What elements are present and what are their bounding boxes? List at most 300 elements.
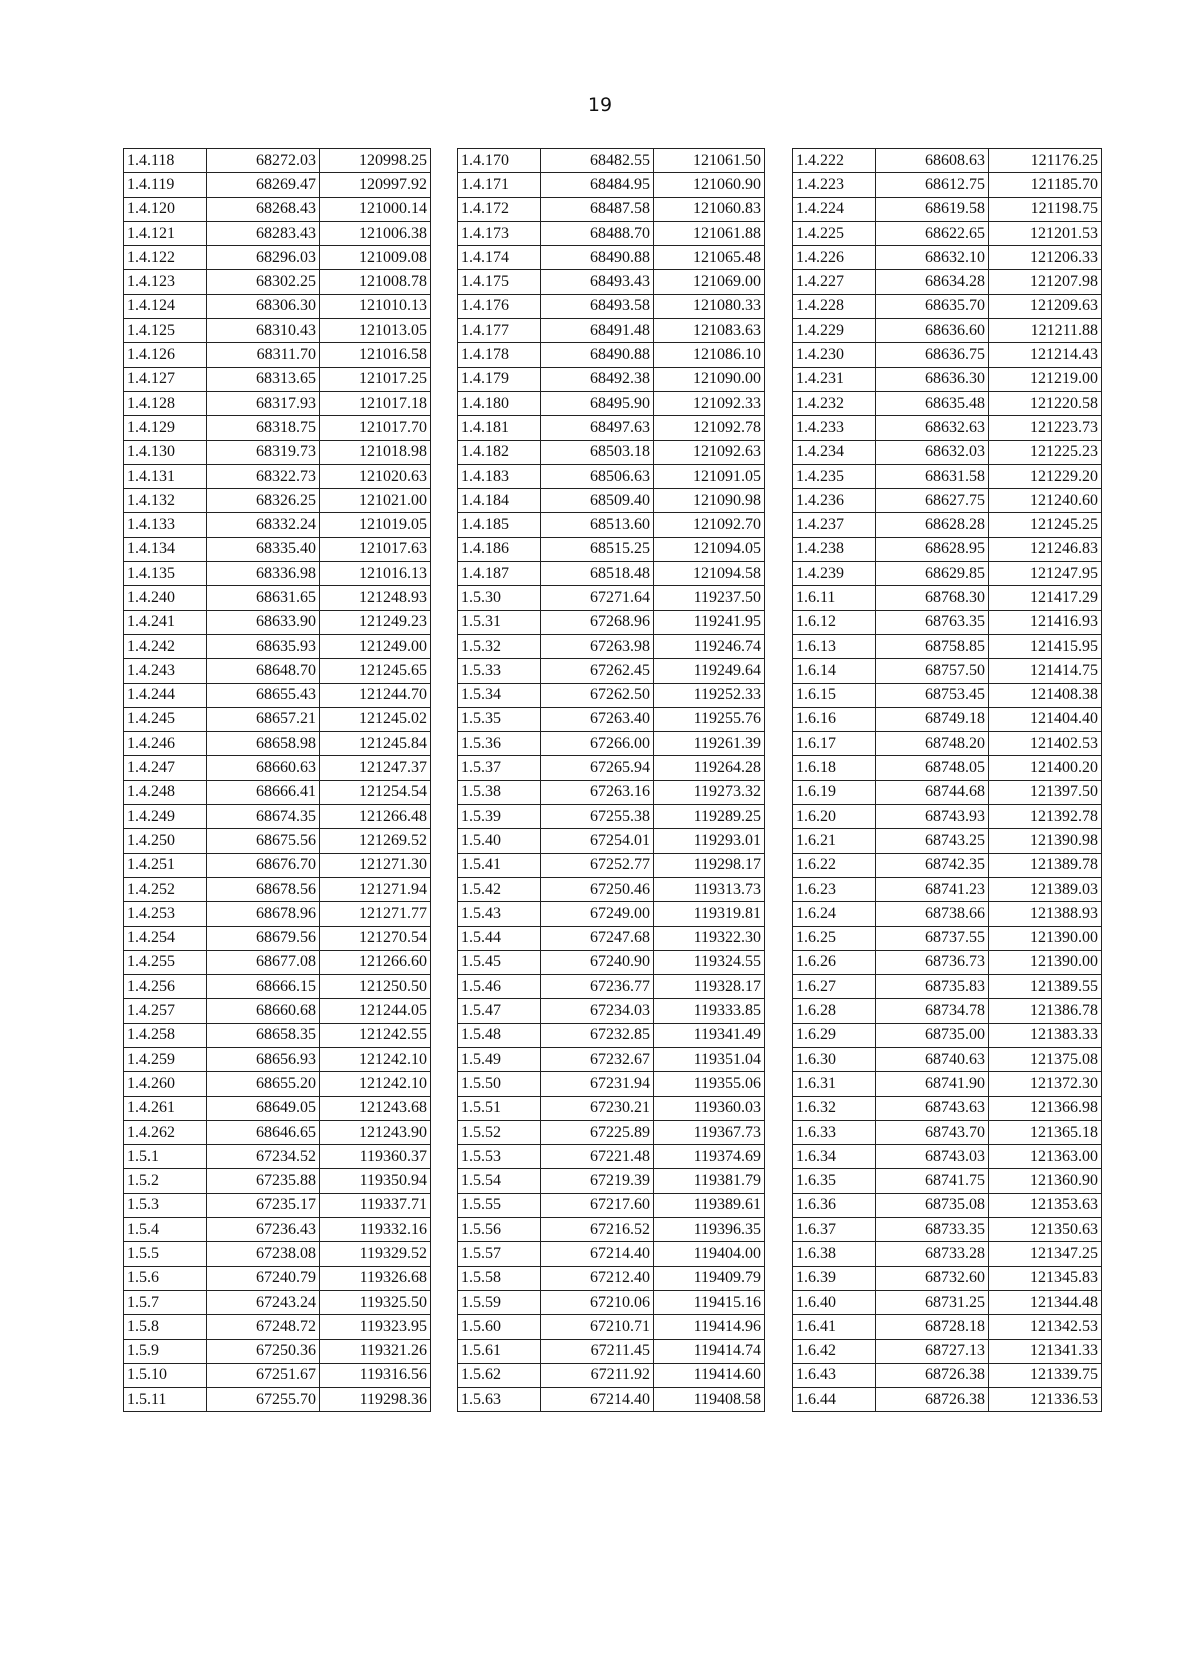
table-row (458, 975, 765, 999)
x-coordinate-cell: 68753.45 (876, 683, 989, 707)
table-row (458, 586, 765, 610)
table-row (124, 1169, 431, 1193)
table-row (124, 173, 431, 197)
x-coordinate-cell: 67234.52 (207, 1145, 320, 1169)
coordinate-table-2 (457, 148, 765, 1412)
y-coordinate-cell: 121269.52 (320, 829, 431, 853)
y-coordinate-cell: 121386.78 (989, 999, 1102, 1023)
y-coordinate-cell: 121006.38 (320, 221, 431, 245)
point-id-cell: 1.4.249 (124, 805, 207, 829)
x-coordinate-cell: 68311.70 (207, 343, 320, 367)
x-coordinate-cell: 68302.25 (207, 270, 320, 294)
y-coordinate-cell: 119409.79 (654, 1266, 765, 1290)
x-coordinate-cell: 68741.23 (876, 877, 989, 901)
y-coordinate-cell: 121390.00 (989, 950, 1102, 974)
y-coordinate-cell: 121185.70 (989, 173, 1102, 197)
point-id-cell: 1.6.30 (793, 1047, 876, 1071)
y-coordinate-cell: 121345.83 (989, 1266, 1102, 1290)
y-coordinate-cell: 121090.98 (654, 489, 765, 513)
x-coordinate-cell: 68628.95 (876, 537, 989, 561)
y-coordinate-cell: 121360.90 (989, 1169, 1102, 1193)
point-id-cell: 1.4.253 (124, 902, 207, 926)
y-coordinate-cell: 121414.75 (989, 659, 1102, 683)
point-id-cell: 1.6.44 (793, 1388, 876, 1412)
x-coordinate-cell: 68490.88 (541, 343, 654, 367)
x-coordinate-cell: 67250.36 (207, 1339, 320, 1363)
point-id-cell: 1.5.46 (458, 975, 541, 999)
x-coordinate-cell: 68518.48 (541, 562, 654, 586)
x-coordinate-cell: 68735.83 (876, 975, 989, 999)
y-coordinate-cell: 119396.35 (654, 1218, 765, 1242)
table-row (124, 926, 431, 950)
table-row (124, 975, 431, 999)
table-row (458, 1047, 765, 1071)
y-coordinate-cell: 121229.20 (989, 464, 1102, 488)
y-coordinate-cell: 121347.25 (989, 1242, 1102, 1266)
x-coordinate-cell: 68619.58 (876, 197, 989, 221)
x-coordinate-cell: 68269.47 (207, 173, 320, 197)
x-coordinate-cell: 68743.03 (876, 1145, 989, 1169)
y-coordinate-cell: 121242.55 (320, 1023, 431, 1047)
table-row (124, 1339, 431, 1363)
x-coordinate-cell: 68313.65 (207, 367, 320, 391)
y-coordinate-cell: 121069.00 (654, 270, 765, 294)
table-row (793, 902, 1102, 926)
y-coordinate-cell: 121404.40 (989, 707, 1102, 731)
x-coordinate-cell: 68492.38 (541, 367, 654, 391)
x-coordinate-cell: 68666.15 (207, 975, 320, 999)
y-coordinate-cell: 119241.95 (654, 610, 765, 634)
point-id-cell: 1.6.24 (793, 902, 876, 926)
y-coordinate-cell: 121246.83 (989, 537, 1102, 561)
y-coordinate-cell: 121372.30 (989, 1072, 1102, 1096)
table-row (458, 562, 765, 586)
y-coordinate-cell: 121245.84 (320, 732, 431, 756)
y-coordinate-cell: 121091.05 (654, 464, 765, 488)
table-row (458, 1290, 765, 1314)
table-row (458, 416, 765, 440)
table-row (124, 270, 431, 294)
x-coordinate-cell: 67251.67 (207, 1363, 320, 1387)
table-row (793, 489, 1102, 513)
x-coordinate-cell: 68726.38 (876, 1388, 989, 1412)
y-coordinate-cell: 120997.92 (320, 173, 431, 197)
table-row (793, 440, 1102, 464)
table-row (793, 294, 1102, 318)
point-id-cell: 1.5.50 (458, 1072, 541, 1096)
table-row (793, 805, 1102, 829)
table-row (793, 1315, 1102, 1339)
table-row (793, 416, 1102, 440)
table-row (124, 537, 431, 561)
point-id-cell: 1.4.182 (458, 440, 541, 464)
y-coordinate-cell: 121388.93 (989, 902, 1102, 926)
point-id-cell: 1.5.32 (458, 634, 541, 658)
y-coordinate-cell: 121344.48 (989, 1290, 1102, 1314)
x-coordinate-cell: 68649.05 (207, 1096, 320, 1120)
y-coordinate-cell: 119360.03 (654, 1096, 765, 1120)
x-coordinate-cell: 67247.68 (541, 926, 654, 950)
table-row (124, 586, 431, 610)
point-id-cell: 1.4.187 (458, 562, 541, 586)
y-coordinate-cell: 121400.20 (989, 756, 1102, 780)
x-coordinate-cell: 68326.25 (207, 489, 320, 513)
y-coordinate-cell: 119360.37 (320, 1145, 431, 1169)
x-coordinate-cell: 67255.70 (207, 1388, 320, 1412)
point-id-cell: 1.5.37 (458, 756, 541, 780)
x-coordinate-cell: 68497.63 (541, 416, 654, 440)
x-coordinate-cell: 68675.56 (207, 829, 320, 853)
point-id-cell: 1.6.22 (793, 853, 876, 877)
y-coordinate-cell: 121389.55 (989, 975, 1102, 999)
y-coordinate-cell: 121009.08 (320, 246, 431, 270)
x-coordinate-cell: 68679.56 (207, 926, 320, 950)
x-coordinate-cell: 67236.77 (541, 975, 654, 999)
table-row (124, 1072, 431, 1096)
y-coordinate-cell: 121021.00 (320, 489, 431, 513)
y-coordinate-cell: 121094.58 (654, 562, 765, 586)
point-id-cell: 1.4.179 (458, 367, 541, 391)
y-coordinate-cell: 121201.53 (989, 221, 1102, 245)
point-id-cell: 1.6.40 (793, 1290, 876, 1314)
y-coordinate-cell: 121243.68 (320, 1096, 431, 1120)
y-coordinate-cell: 121243.90 (320, 1120, 431, 1144)
y-coordinate-cell: 121336.53 (989, 1388, 1102, 1412)
x-coordinate-cell: 68487.58 (541, 197, 654, 221)
point-id-cell: 1.6.20 (793, 805, 876, 829)
point-id-cell: 1.5.42 (458, 877, 541, 901)
table-row (793, 756, 1102, 780)
table-row (793, 707, 1102, 731)
point-id-cell: 1.4.243 (124, 659, 207, 683)
table-row (793, 537, 1102, 561)
x-coordinate-cell: 68658.35 (207, 1023, 320, 1047)
point-id-cell: 1.5.45 (458, 950, 541, 974)
x-coordinate-cell: 68678.56 (207, 877, 320, 901)
x-coordinate-cell: 68513.60 (541, 513, 654, 537)
table-row (458, 294, 765, 318)
table-row (458, 1169, 765, 1193)
x-coordinate-cell: 67219.39 (541, 1169, 654, 1193)
table-row (793, 562, 1102, 586)
x-coordinate-cell: 68632.03 (876, 440, 989, 464)
table-row (124, 780, 431, 804)
x-coordinate-cell: 68660.68 (207, 999, 320, 1023)
x-coordinate-cell: 68646.65 (207, 1120, 320, 1144)
point-id-cell: 1.4.237 (793, 513, 876, 537)
x-coordinate-cell: 68319.73 (207, 440, 320, 464)
table-row (124, 1388, 431, 1412)
y-coordinate-cell: 119273.32 (654, 780, 765, 804)
y-coordinate-cell: 121341.33 (989, 1339, 1102, 1363)
point-id-cell: 1.4.128 (124, 391, 207, 415)
y-coordinate-cell: 119324.55 (654, 950, 765, 974)
page-number: 19 (587, 94, 613, 116)
table-row (124, 1023, 431, 1047)
x-coordinate-cell: 68743.63 (876, 1096, 989, 1120)
x-coordinate-cell: 67240.90 (541, 950, 654, 974)
table-row (793, 732, 1102, 756)
x-coordinate-cell: 68741.90 (876, 1072, 989, 1096)
table-row (458, 464, 765, 488)
table-row (124, 416, 431, 440)
x-coordinate-cell: 68742.35 (876, 853, 989, 877)
point-id-cell: 1.4.122 (124, 246, 207, 270)
point-id-cell: 1.4.252 (124, 877, 207, 901)
x-coordinate-cell: 67212.40 (541, 1266, 654, 1290)
point-id-cell: 1.5.62 (458, 1363, 541, 1387)
y-coordinate-cell: 121017.63 (320, 537, 431, 561)
table-row (793, 221, 1102, 245)
point-id-cell: 1.6.33 (793, 1120, 876, 1144)
y-coordinate-cell: 119323.95 (320, 1315, 431, 1339)
table-row (793, 367, 1102, 391)
y-coordinate-cell: 121016.13 (320, 562, 431, 586)
table-row (793, 853, 1102, 877)
y-coordinate-cell: 121086.10 (654, 343, 765, 367)
point-id-cell: 1.4.131 (124, 464, 207, 488)
table-row (793, 246, 1102, 270)
table-row (793, 149, 1102, 173)
point-id-cell: 1.4.130 (124, 440, 207, 464)
table-row (793, 1339, 1102, 1363)
point-id-cell: 1.6.37 (793, 1218, 876, 1242)
x-coordinate-cell: 68608.63 (876, 149, 989, 173)
point-id-cell: 1.5.48 (458, 1023, 541, 1047)
point-id-cell: 1.5.60 (458, 1315, 541, 1339)
y-coordinate-cell: 121266.60 (320, 950, 431, 974)
x-coordinate-cell: 68632.63 (876, 416, 989, 440)
point-id-cell: 1.5.2 (124, 1169, 207, 1193)
point-id-cell: 1.4.118 (124, 149, 207, 173)
y-coordinate-cell: 121397.50 (989, 780, 1102, 804)
point-id-cell: 1.4.127 (124, 367, 207, 391)
point-id-cell: 1.4.123 (124, 270, 207, 294)
table-row (793, 513, 1102, 537)
x-coordinate-cell: 68655.43 (207, 683, 320, 707)
y-coordinate-cell: 119408.58 (654, 1388, 765, 1412)
point-id-cell: 1.6.26 (793, 950, 876, 974)
point-id-cell: 1.5.30 (458, 586, 541, 610)
x-coordinate-cell: 68310.43 (207, 319, 320, 343)
x-coordinate-cell: 68763.35 (876, 610, 989, 634)
y-coordinate-cell: 121061.50 (654, 149, 765, 173)
point-id-cell: 1.4.126 (124, 343, 207, 367)
point-id-cell: 1.6.25 (793, 926, 876, 950)
x-coordinate-cell: 68495.90 (541, 391, 654, 415)
y-coordinate-cell: 119381.79 (654, 1169, 765, 1193)
table-row (793, 197, 1102, 221)
table-row (458, 732, 765, 756)
x-coordinate-cell: 67210.06 (541, 1290, 654, 1314)
point-id-cell: 1.4.228 (793, 294, 876, 318)
table-row (793, 1193, 1102, 1217)
table-row (458, 877, 765, 901)
point-id-cell: 1.6.32 (793, 1096, 876, 1120)
y-coordinate-cell: 121350.63 (989, 1218, 1102, 1242)
point-id-cell: 1.4.260 (124, 1072, 207, 1096)
point-id-cell: 1.6.42 (793, 1339, 876, 1363)
x-coordinate-cell: 68743.25 (876, 829, 989, 853)
y-coordinate-cell: 121223.73 (989, 416, 1102, 440)
x-coordinate-cell: 68318.75 (207, 416, 320, 440)
point-id-cell: 1.4.119 (124, 173, 207, 197)
table-row (124, 391, 431, 415)
y-coordinate-cell: 121017.25 (320, 367, 431, 391)
point-id-cell: 1.6.23 (793, 877, 876, 901)
point-id-cell: 1.4.184 (458, 489, 541, 513)
point-id-cell: 1.4.170 (458, 149, 541, 173)
table-row (458, 197, 765, 221)
table-row (458, 999, 765, 1023)
y-coordinate-cell: 119326.68 (320, 1266, 431, 1290)
point-id-cell: 1.4.240 (124, 586, 207, 610)
point-id-cell: 1.5.41 (458, 853, 541, 877)
point-id-cell: 1.4.239 (793, 562, 876, 586)
y-coordinate-cell: 121250.50 (320, 975, 431, 999)
table-row (458, 1218, 765, 1242)
x-coordinate-cell: 67235.88 (207, 1169, 320, 1193)
x-coordinate-cell: 68482.55 (541, 149, 654, 173)
table-row (124, 294, 431, 318)
table-row (124, 756, 431, 780)
x-coordinate-cell: 68656.93 (207, 1047, 320, 1071)
point-id-cell: 1.5.47 (458, 999, 541, 1023)
point-id-cell: 1.4.171 (458, 173, 541, 197)
point-id-cell: 1.6.27 (793, 975, 876, 999)
point-id-cell: 1.5.33 (458, 659, 541, 683)
x-coordinate-cell: 68748.20 (876, 732, 989, 756)
table-row (124, 1193, 431, 1217)
table-row (458, 1388, 765, 1412)
table-row (458, 829, 765, 853)
x-coordinate-cell: 68635.70 (876, 294, 989, 318)
x-coordinate-cell: 67232.67 (541, 1047, 654, 1071)
y-coordinate-cell: 121249.23 (320, 610, 431, 634)
y-coordinate-cell: 121248.93 (320, 586, 431, 610)
point-id-cell: 1.4.242 (124, 634, 207, 658)
point-id-cell: 1.4.121 (124, 221, 207, 245)
x-coordinate-cell: 68635.48 (876, 391, 989, 415)
y-coordinate-cell: 121176.25 (989, 149, 1102, 173)
table-row (793, 634, 1102, 658)
point-id-cell: 1.4.176 (458, 294, 541, 318)
point-id-cell: 1.6.15 (793, 683, 876, 707)
y-coordinate-cell: 119329.52 (320, 1242, 431, 1266)
x-coordinate-cell: 67252.77 (541, 853, 654, 877)
y-coordinate-cell: 121198.75 (989, 197, 1102, 221)
table-row (124, 1145, 431, 1169)
table-row (124, 902, 431, 926)
table-row (458, 270, 765, 294)
table-row (458, 926, 765, 950)
point-id-cell: 1.6.28 (793, 999, 876, 1023)
point-id-cell: 1.4.124 (124, 294, 207, 318)
y-coordinate-cell: 121065.48 (654, 246, 765, 270)
x-coordinate-cell: 67263.98 (541, 634, 654, 658)
y-coordinate-cell: 121090.00 (654, 367, 765, 391)
table-row (124, 1242, 431, 1266)
table-row (124, 221, 431, 245)
x-coordinate-cell: 68734.78 (876, 999, 989, 1023)
table-row (124, 1363, 431, 1387)
y-coordinate-cell: 121083.63 (654, 319, 765, 343)
point-id-cell: 1.5.10 (124, 1363, 207, 1387)
table-row (458, 1120, 765, 1144)
y-coordinate-cell: 121365.18 (989, 1120, 1102, 1144)
y-coordinate-cell: 119415.16 (654, 1290, 765, 1314)
point-id-cell: 1.4.250 (124, 829, 207, 853)
y-coordinate-cell: 121389.78 (989, 853, 1102, 877)
table-row (458, 537, 765, 561)
x-coordinate-cell: 67268.96 (541, 610, 654, 634)
table-row (793, 683, 1102, 707)
table-row (793, 1388, 1102, 1412)
table-row (124, 1120, 431, 1144)
y-coordinate-cell: 119289.25 (654, 805, 765, 829)
y-coordinate-cell: 119298.17 (654, 853, 765, 877)
point-id-cell: 1.4.232 (793, 391, 876, 415)
table-row (458, 1315, 765, 1339)
y-coordinate-cell: 121209.63 (989, 294, 1102, 318)
table-row (124, 343, 431, 367)
x-coordinate-cell: 68666.41 (207, 780, 320, 804)
x-coordinate-cell: 68515.25 (541, 537, 654, 561)
y-coordinate-cell: 121366.98 (989, 1096, 1102, 1120)
point-id-cell: 1.5.35 (458, 707, 541, 731)
y-coordinate-cell: 121353.63 (989, 1193, 1102, 1217)
y-coordinate-cell: 121240.60 (989, 489, 1102, 513)
y-coordinate-cell: 121219.00 (989, 367, 1102, 391)
point-id-cell: 1.5.34 (458, 683, 541, 707)
coordinate-table-3 (792, 148, 1102, 1412)
y-coordinate-cell: 121416.93 (989, 610, 1102, 634)
table-row (458, 319, 765, 343)
y-coordinate-cell: 119322.30 (654, 926, 765, 950)
y-coordinate-cell: 121390.98 (989, 829, 1102, 853)
x-coordinate-cell: 68632.10 (876, 246, 989, 270)
y-coordinate-cell: 119237.50 (654, 586, 765, 610)
table-row (124, 683, 431, 707)
table-row (458, 683, 765, 707)
point-id-cell: 1.5.38 (458, 780, 541, 804)
x-coordinate-cell: 68306.30 (207, 294, 320, 318)
y-coordinate-cell: 121094.05 (654, 537, 765, 561)
y-coordinate-cell: 119350.94 (320, 1169, 431, 1193)
point-id-cell: 1.4.236 (793, 489, 876, 513)
y-coordinate-cell: 119389.61 (654, 1193, 765, 1217)
x-coordinate-cell: 68636.75 (876, 343, 989, 367)
x-coordinate-cell: 68733.28 (876, 1242, 989, 1266)
x-coordinate-cell: 68733.35 (876, 1218, 989, 1242)
table-row (124, 950, 431, 974)
table-row (458, 513, 765, 537)
point-id-cell: 1.4.227 (793, 270, 876, 294)
x-coordinate-cell: 68648.70 (207, 659, 320, 683)
x-coordinate-cell: 67240.79 (207, 1266, 320, 1290)
table-row (793, 270, 1102, 294)
point-id-cell: 1.5.58 (458, 1266, 541, 1290)
x-coordinate-cell: 67248.72 (207, 1315, 320, 1339)
point-id-cell: 1.6.34 (793, 1145, 876, 1169)
x-coordinate-cell: 68636.60 (876, 319, 989, 343)
x-coordinate-cell: 68744.68 (876, 780, 989, 804)
x-coordinate-cell: 68728.18 (876, 1315, 989, 1339)
table-row (458, 149, 765, 173)
x-coordinate-cell: 68674.35 (207, 805, 320, 829)
point-id-cell: 1.5.59 (458, 1290, 541, 1314)
y-coordinate-cell: 121020.63 (320, 464, 431, 488)
